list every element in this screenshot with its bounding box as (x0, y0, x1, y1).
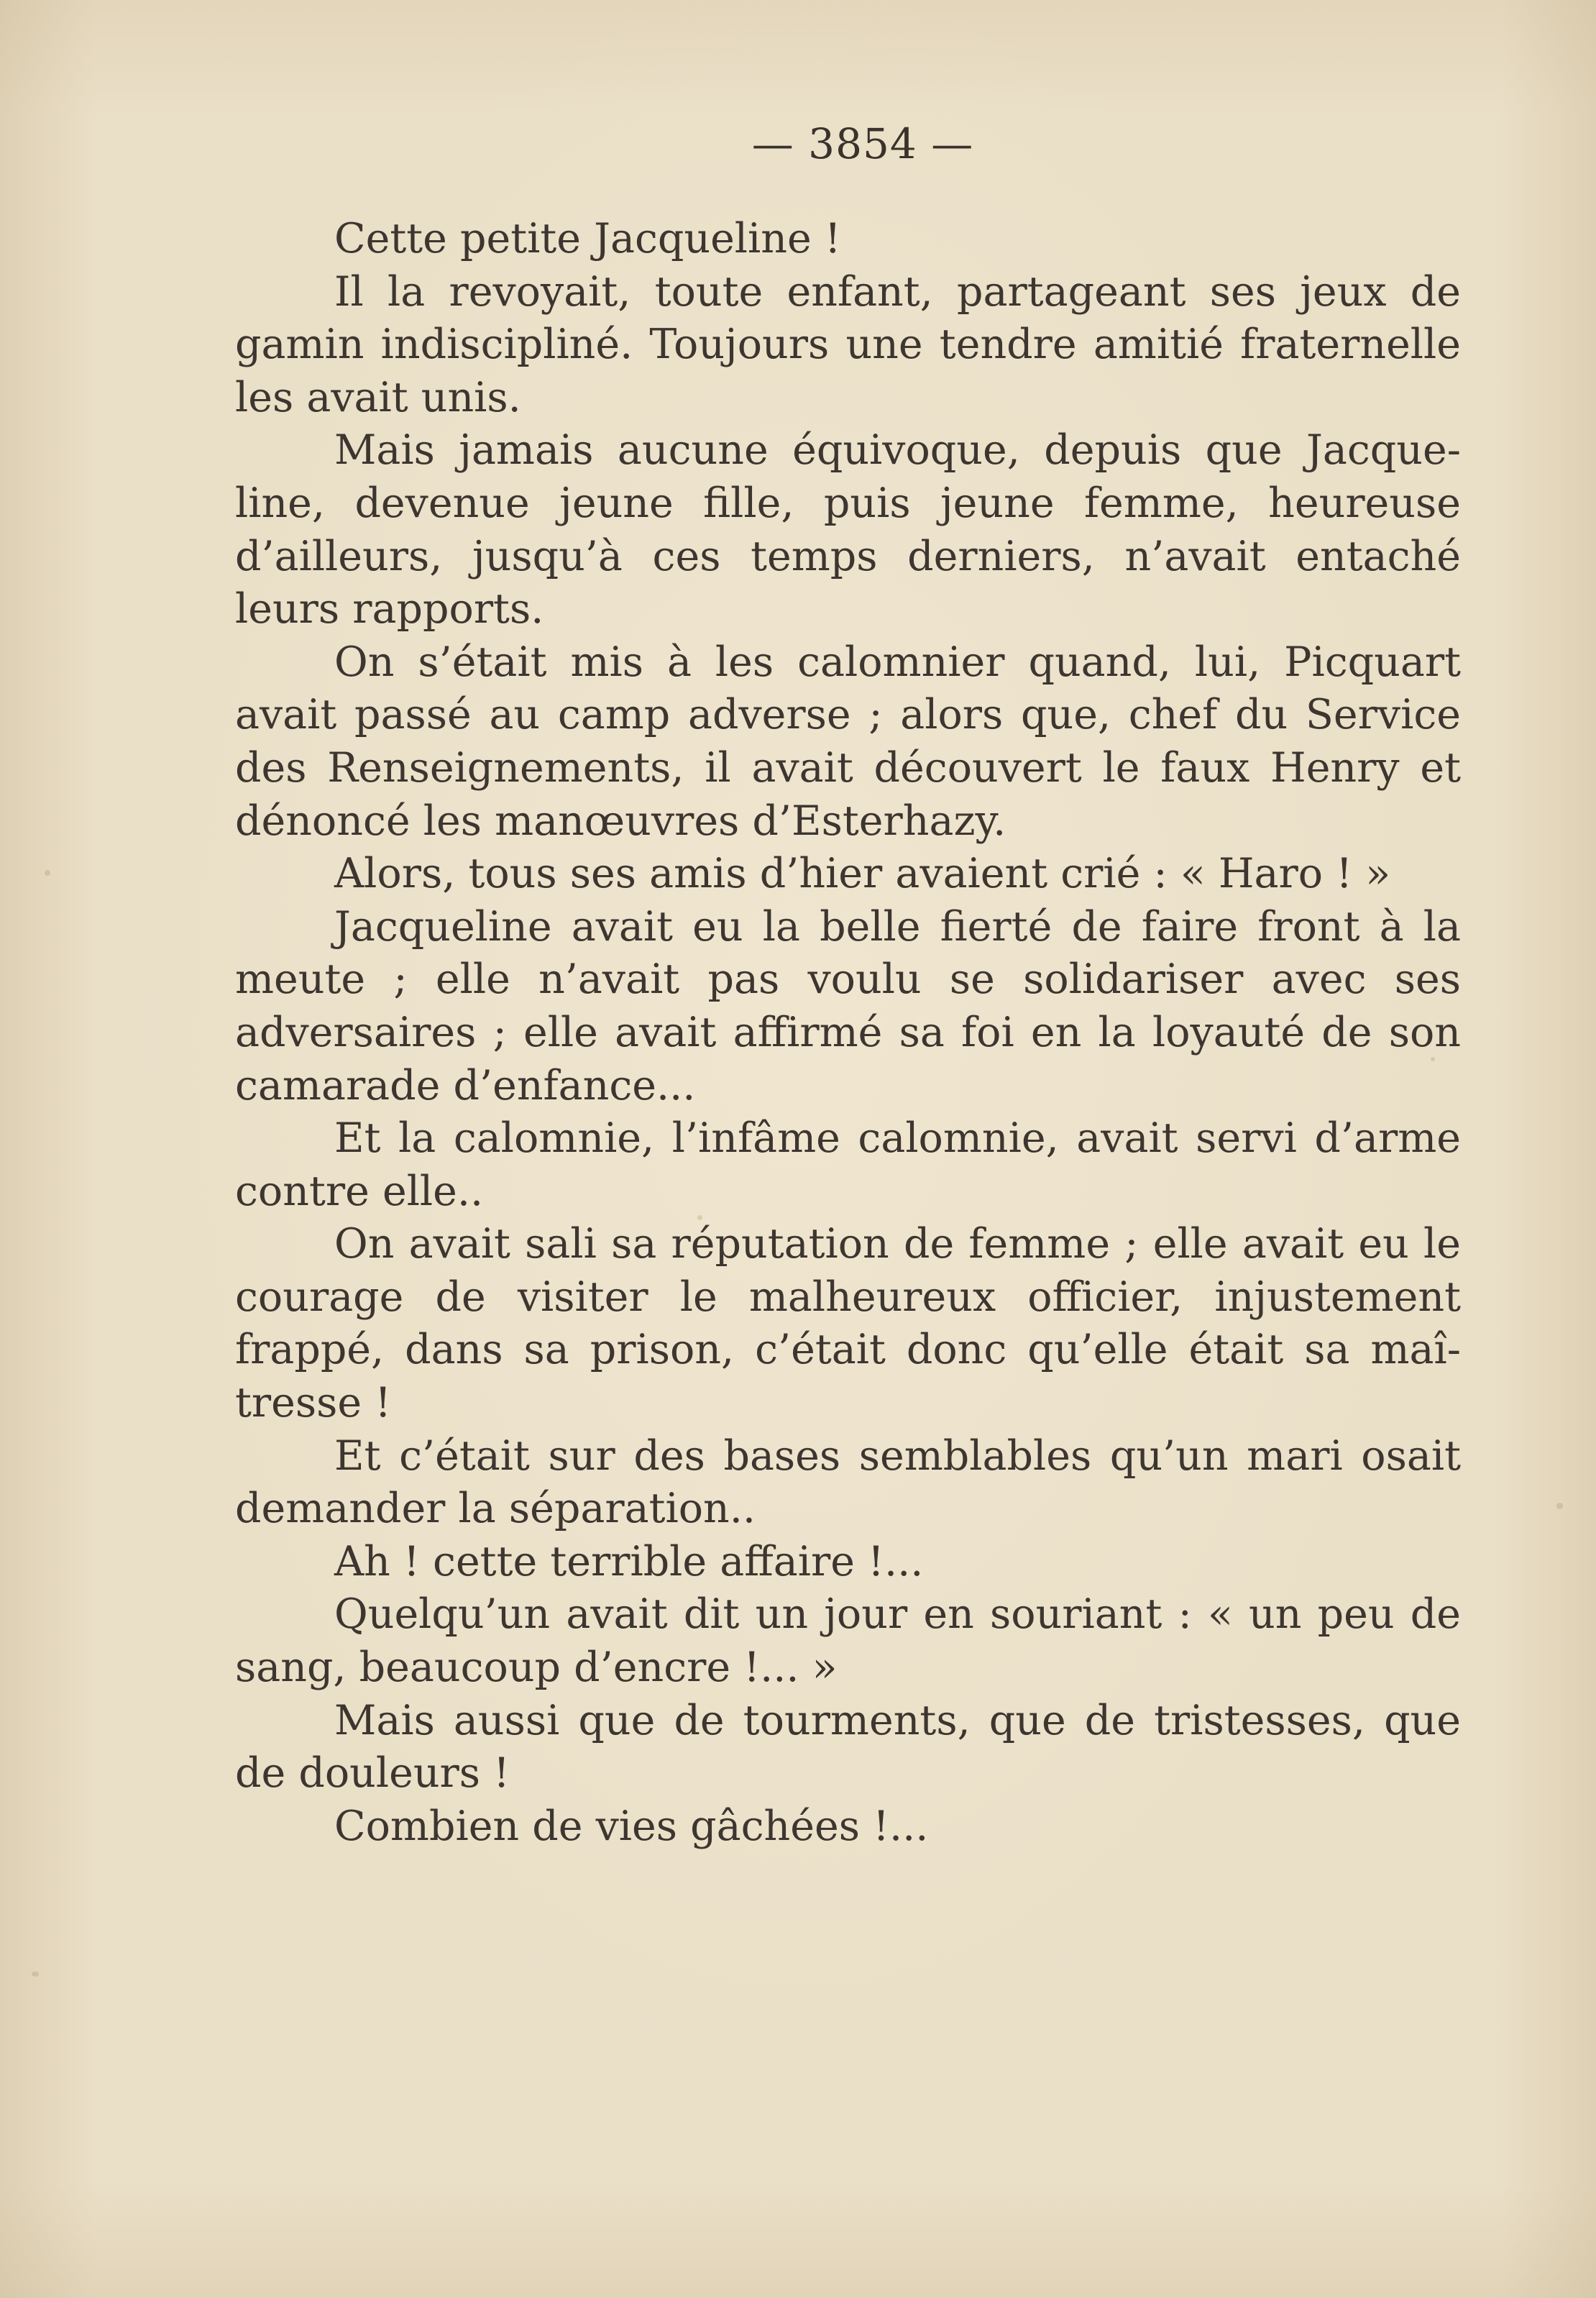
paper-speck (45, 870, 50, 876)
paragraph: On s’était mis à les calomnier quand, lui, Picquart avait passé au camp adverse ; alors que, chef du Service des Renseignements, il avait découvert le faux Henry et dénoncé les manœuvres d’Esterhazy. (235, 638, 1461, 845)
paper-speck (1556, 1503, 1563, 1509)
paragraph: Quelqu’un avait dit un jour en souriant : « un peu de sang, beaucoup d’encre !... » (235, 1590, 1461, 1692)
paragraph: Jacqueline avait eu la belle fierté de faire front à la meute ; elle n’avait pas voulu se solidariser avec ses adversaires ; elle avait affirmé sa foi en la loyauté de son camarade d’enfance... (235, 902, 1461, 1109)
paper-speck (32, 1972, 39, 1977)
page-number: — 3854 — (751, 119, 974, 168)
paragraph: On avait sali sa réputation de femme ; elle avait eu le courage de visiter le malheureux officier, injustement frappé, dans sa prison, c’était donc qu’elle était sa maîtresse ! (235, 1220, 1461, 1427)
paragraph: Et c’était sur des bases semblables qu’un mari osait demander la séparation.. (235, 1432, 1461, 1533)
paragraph: Mais aussi que de tourments, que de tristesses, que de douleurs ! (235, 1696, 1461, 1798)
paragraph: Ah ! cette terrible affaire !... (334, 1537, 924, 1585)
body-text (235, 213, 1461, 1853)
paragraph: Cette petite Jacqueline ! (334, 215, 841, 262)
paragraph: Il la revoyait, toute enfant, partageant ses jeux de gamin indiscipliné. Toujours une tendre amitié fraternelle les avait unis. (235, 267, 1461, 421)
paragraph: Et la calomnie, l’infâme calomnie, avait servi d’arme contre elle.. (235, 1114, 1461, 1215)
paragraph: Combien de vies gâchées !... (334, 1802, 929, 1850)
paragraph: Mais jamais aucune équivoque, depuis que Jacqueline, devenue jeune fille, puis jeune femme, heureuse d’ailleurs, jusqu’à ces temps derniers, n’avait entaché leurs rapports. (235, 426, 1461, 633)
paper-speck (1431, 1057, 1435, 1061)
paragraph: Alors, tous ses amis d’hier avaient crié : « Haro ! » (334, 850, 1391, 898)
paper-speck (697, 1215, 702, 1220)
